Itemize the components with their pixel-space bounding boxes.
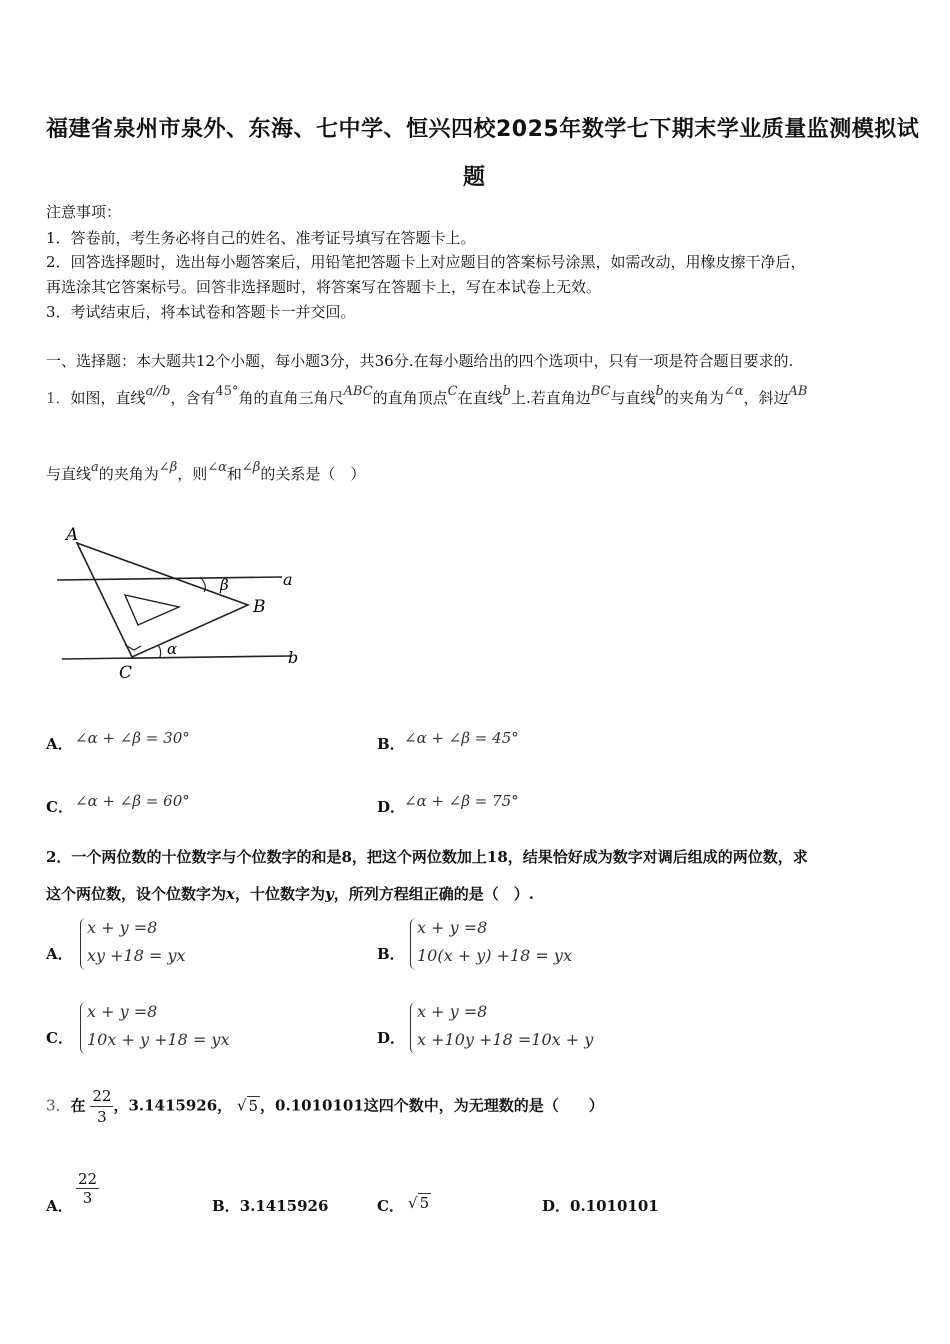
notes-item: 3．考试结束后，将本试卷和答题卡一并交回。	[46, 303, 356, 321]
q2-option-b-brace	[410, 918, 417, 970]
sqrt-radicand: 5	[419, 1194, 430, 1212]
q1-text: ，含有	[170, 389, 216, 407]
q1-text: 的直角顶点	[372, 389, 448, 407]
q1-math: ∠α	[723, 384, 744, 399]
q1-math: BC	[590, 384, 611, 399]
q1-option-c-label[interactable]: C．	[46, 798, 73, 816]
q3-option-d: 0.1010101	[570, 1197, 659, 1215]
q1-math: 45°	[215, 384, 239, 399]
q1-option-a[interactable]: ∠α + ∠β = 30°	[75, 729, 190, 747]
label-beta: β	[220, 576, 229, 594]
q2-option-c-label[interactable]: C．	[46, 1029, 73, 1047]
notes-item: 1．答卷前，考生务必将自己的姓名、准考证号填写在答题卡上。	[46, 229, 476, 247]
q3-option-a-fraction	[76, 1170, 99, 1207]
q3-fraction	[90, 1086, 113, 1127]
q1-text: 上.若直角边	[510, 389, 591, 407]
label-A: A	[66, 525, 79, 545]
notes-heading: 注意事项：	[46, 203, 122, 221]
q1-math: a//b	[145, 384, 171, 399]
fraction-denominator: 3	[82, 1189, 93, 1207]
q2-text: ，所列方程组正确的是（ ）.	[333, 885, 534, 903]
q2-option-c-eq2[interactable]: 10x + y +18 = yx	[87, 1030, 230, 1049]
q1-text: ，斜边	[743, 389, 789, 407]
q3-option-c[interactable]: √ 5	[408, 1194, 430, 1212]
option-letter: B．	[212, 1197, 240, 1215]
q3-text: 在	[70, 1096, 86, 1115]
notes-item: 再选涂其它答案标号。回答非选择题时，将答案写在答题卡上，写在本试卷上无效。	[46, 278, 602, 296]
q2-option-b-eq1[interactable]: x + y =8	[417, 918, 488, 937]
fraction-numerator: 22	[78, 1170, 98, 1188]
q3-text: ，0.1010101这四个数中，为无理数的是（ ）	[260, 1096, 604, 1115]
q1-option-b[interactable]: ∠α + ∠β = 45°	[404, 729, 519, 747]
q3-number: 3．	[46, 1096, 71, 1115]
option-letter: D．	[542, 1197, 571, 1215]
q1-text: 在直线	[457, 389, 503, 407]
q2-option-a-eq2[interactable]: xy +18 = yx	[87, 946, 186, 965]
q1-math: AB	[788, 384, 808, 399]
q1-math: b	[655, 384, 664, 399]
q2-option-a-label[interactable]: A．	[46, 945, 73, 963]
q2-option-c-brace	[80, 1002, 87, 1054]
q1-text: 与直线	[610, 389, 656, 407]
line-a	[57, 577, 282, 580]
q3-sqrt: √ 5	[236, 1096, 259, 1115]
q1-option-a-label[interactable]: A．	[46, 735, 73, 753]
q2-text: ，十位数字为	[234, 885, 325, 903]
q1-math: ∠β	[241, 460, 261, 475]
q3-option-b: 3.1415926	[239, 1197, 329, 1215]
q2-option-c-eq1[interactable]: x + y =8	[87, 1002, 158, 1021]
q3-option-a[interactable]	[76, 1170, 99, 1207]
triangle-inner	[125, 595, 179, 625]
q1-math: b	[502, 384, 511, 399]
q1-text: 如图，直线	[70, 389, 146, 407]
q1-text: 的关系是（ ）	[260, 465, 366, 483]
q2-var-y: y	[324, 885, 334, 903]
section-heading: 一、选择题：本大题共12个小题，每小题3分，共36分.在每小题给出的四个选项中，只有一项是符合题目要求的.	[46, 352, 794, 370]
notes-item: 2．回答选择题时，选出每小题答案后，用铅笔把答题卡上对应题目的答案标号涂黑，如需改动，用橡皮擦干净后，	[46, 253, 806, 271]
q1-math: ABC	[343, 384, 373, 399]
q1-math: C	[447, 384, 458, 399]
fraction-denominator: 3	[97, 1108, 107, 1126]
sqrt-radicand: 5	[248, 1096, 259, 1115]
q1-text: ，则	[177, 465, 208, 483]
q3-option-b-label[interactable]	[212, 1196, 328, 1216]
q2-option-d-eq1[interactable]: x + y =8	[417, 1002, 488, 1021]
q2-var-x: x	[226, 885, 235, 903]
q2-text: 这个两位数，设个位数字为	[46, 885, 227, 903]
q2-option-b-eq2[interactable]: 10(x + y) +18 = yx	[417, 946, 572, 965]
q1-math: a	[91, 460, 99, 475]
q2-option-d-label[interactable]: D．	[377, 1029, 406, 1047]
page-title-cont: 题	[463, 165, 486, 190]
q1-option-b-label[interactable]: B．	[377, 735, 405, 753]
q3-option-a-label[interactable]: A．	[46, 1197, 73, 1215]
q1-stem-line2	[46, 460, 366, 486]
q1-option-c[interactable]: ∠α + ∠β = 60°	[75, 792, 190, 810]
fraction-numerator: 22	[92, 1087, 112, 1105]
q1-text: 的夹角为	[663, 389, 724, 407]
q1-figure	[50, 518, 310, 688]
q2-stem-line1: 2．一个两位数的十位数字与个位数字的和是8，把这个两位数加上18，结果恰好成为数字对调后组成的两位数，求	[46, 848, 808, 866]
q1-text: 角的直角三角尺	[238, 389, 344, 407]
q2-stem-line2	[46, 884, 534, 904]
q3-option-d-label[interactable]	[542, 1196, 659, 1216]
q2-option-a-brace	[80, 918, 87, 970]
q1-stem-line1	[46, 384, 808, 410]
label-b: b	[288, 648, 299, 667]
q1-math: ∠β	[158, 460, 178, 475]
page-title: 福建省泉州市泉外、东海、七中学、恒兴四校2025年数学七下期末学业质量监测模拟试	[46, 117, 920, 142]
q1-text: 和	[226, 465, 242, 483]
q2-option-d-eq2[interactable]: x +10y +18 =10x + y	[417, 1030, 594, 1049]
label-B: B	[253, 597, 266, 617]
q3-text: ，3.1415926，	[113, 1096, 233, 1115]
q3-option-c-label[interactable]: C．	[377, 1197, 404, 1215]
q3-stem	[46, 1086, 604, 1127]
triangle-abc	[77, 543, 248, 657]
q1-text: 的夹角为	[98, 465, 159, 483]
beta-arc	[200, 577, 205, 592]
label-a: a	[283, 570, 293, 589]
q1-text: 与直线	[46, 465, 92, 483]
q1-number: 1．	[46, 389, 71, 407]
q2-option-b-label[interactable]: B．	[377, 945, 405, 963]
q2-option-a-eq1[interactable]: x + y =8	[87, 918, 158, 937]
alpha-arc	[158, 645, 161, 657]
q1-option-d[interactable]: ∠α + ∠β = 75°	[404, 792, 519, 810]
label-alpha: α	[167, 640, 178, 658]
label-C: C	[119, 663, 133, 683]
q2-option-d-brace	[410, 1002, 417, 1054]
q1-math: ∠α	[207, 460, 227, 475]
q1-option-d-label[interactable]: D．	[377, 798, 406, 816]
